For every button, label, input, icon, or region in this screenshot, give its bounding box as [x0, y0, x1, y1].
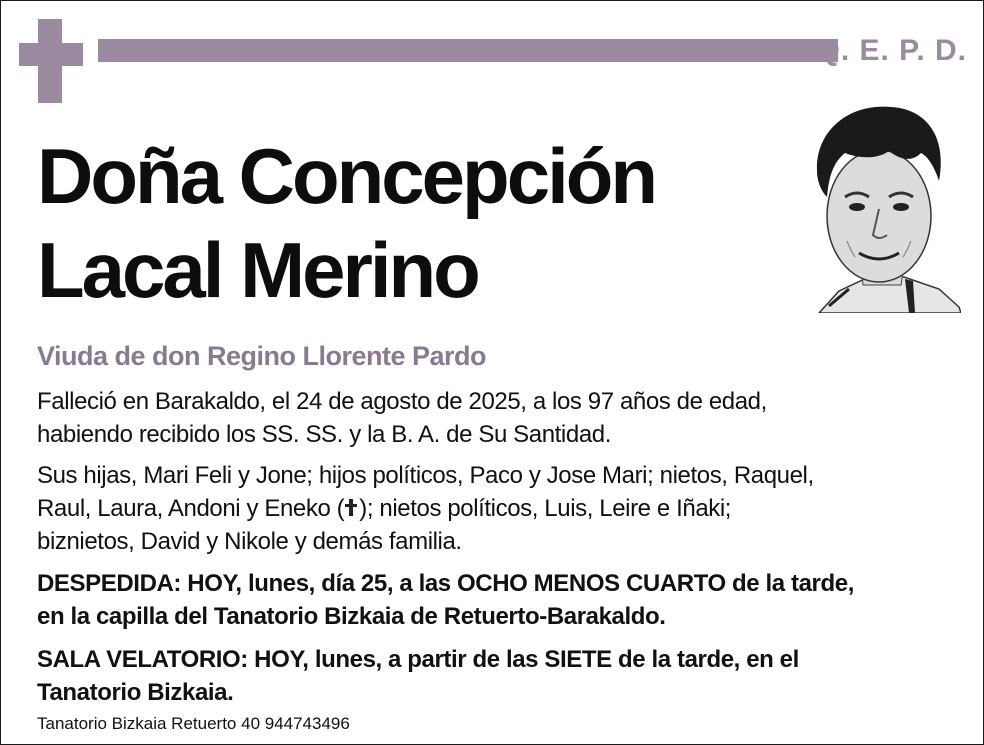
cross-icon: [19, 19, 83, 103]
qepd-label: Q. E. P. D.: [816, 34, 967, 67]
sala-line1: SALA VELATORIO: HOY, lunes, a partir de las SIETE de la tarde, en el: [37, 646, 799, 673]
sala-velatorio-paragraph: [37, 643, 972, 709]
deceased-name-line1: Doña Concepción: [37, 132, 656, 220]
family-line2-start: Raul, Laura, Andoni y Eneko (: [37, 495, 345, 522]
despedida-paragraph: [37, 567, 972, 633]
family-paragraph: [37, 459, 972, 558]
funeral-home-footer: Tanatorio Bizkaia Retuerto 40 944743496: [37, 714, 350, 733]
widow-subtitle: Viuda de don Regino Llorente Pardo: [37, 341, 487, 371]
family-line2-end: ); nietos políticos, Luis, Leire e Iñaki;: [359, 495, 732, 522]
despedida-line2: en la capilla del Tanatorio Bizkaia de Retuerto-Barakaldo.: [37, 603, 666, 630]
family-line3: biznietos, David y Nikole y demás familia.: [37, 528, 462, 555]
deceased-name-line2: Lacal Merino: [37, 226, 478, 314]
family-line1: Sus hijas, Mari Feli y Jone; hijos políticos, Paco y Jose Mari; nietos, Raquel,: [37, 462, 814, 489]
death-notice-line2: habiendo recibido los SS. SS. y la B. A. de Su Santidad.: [37, 421, 611, 448]
despedida-line1: DESPEDIDA: HOY, lunes, día 25, a las OCHO MENOS CUARTO de la tarde,: [37, 570, 854, 597]
family-line2: [37, 492, 972, 525]
small-cross-icon: [344, 498, 359, 518]
death-notice-paragraph: [37, 385, 972, 451]
deceased-name: [37, 129, 655, 317]
sala-line2: Tanatorio Bizkaia.: [37, 679, 234, 706]
header-bar: [98, 39, 838, 62]
portrait-photo: [809, 101, 961, 313]
death-notice-line1: Falleció en Barakaldo, el 24 de agosto de 2025, a los 97 años de edad,: [37, 388, 767, 415]
